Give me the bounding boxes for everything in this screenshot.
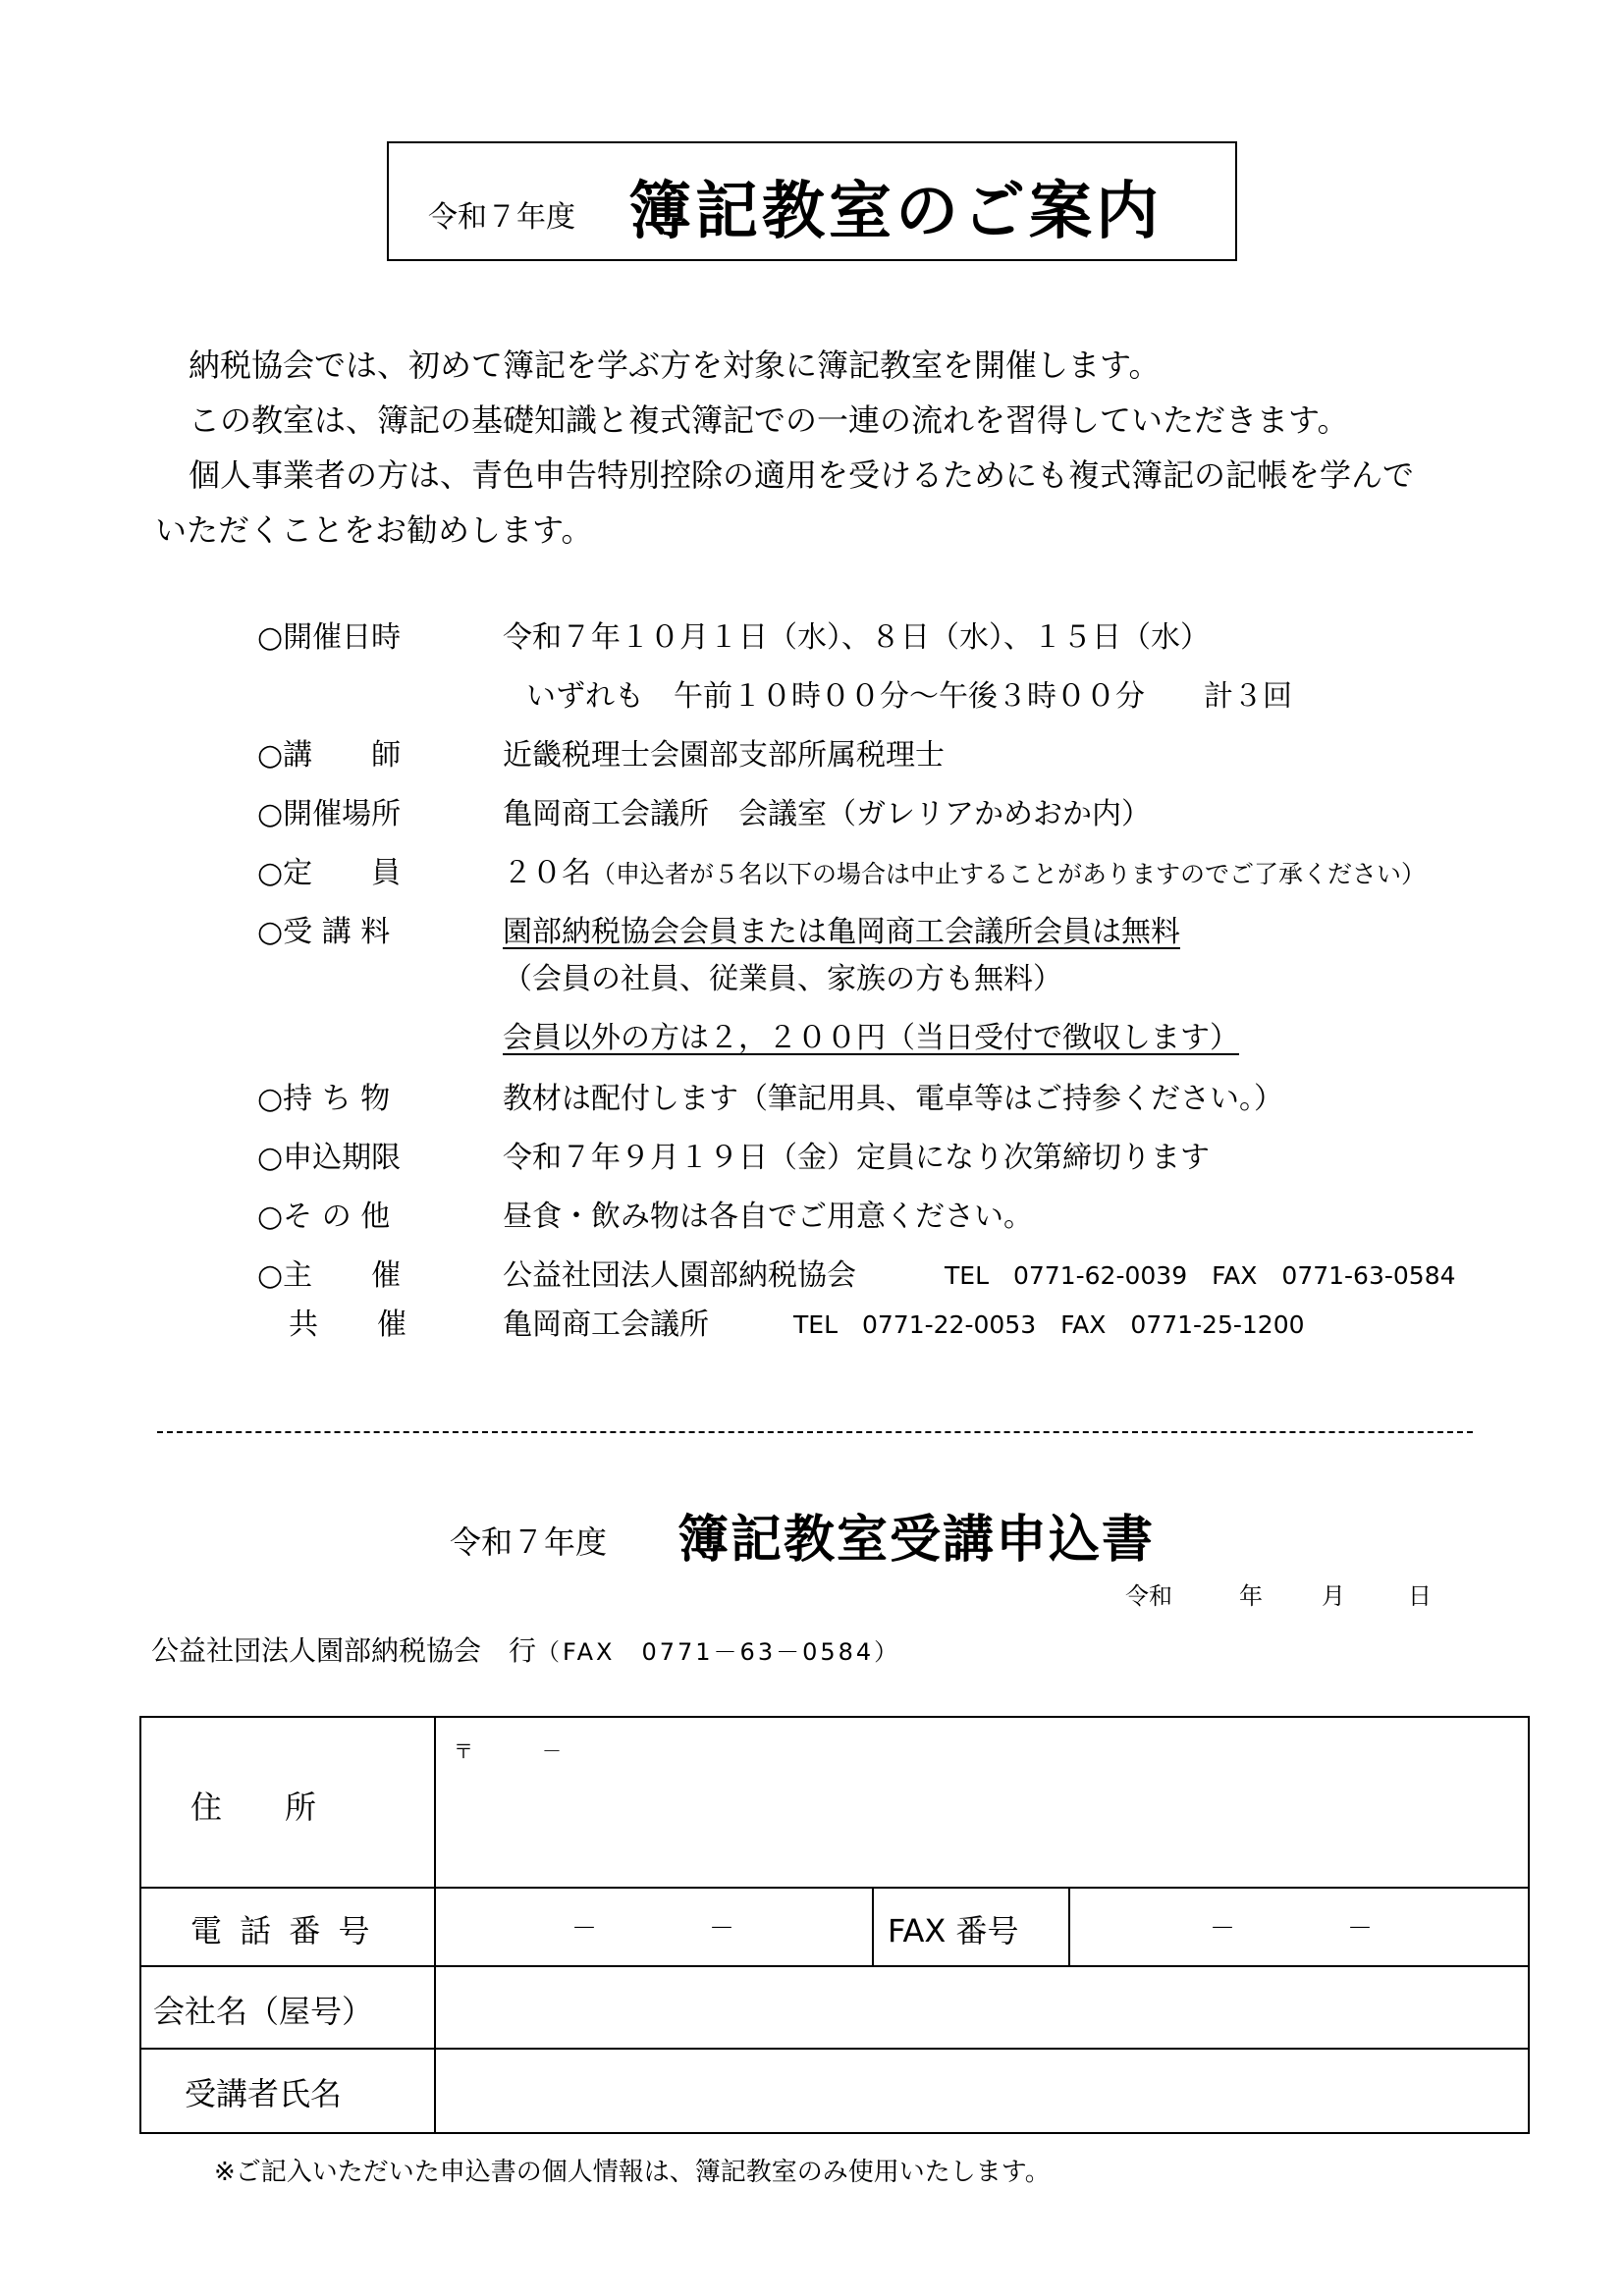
company-input[interactable]	[436, 1967, 1528, 2048]
venue-label: ○開催場所	[257, 797, 402, 831]
fax-dash-1: －	[1210, 1914, 1236, 1944]
organizer-label: ○主 催	[257, 1258, 402, 1293]
instructor-label: ○講 師	[257, 738, 402, 773]
items-value: 教材は配付します（筆記用具、電卓等はご持参ください。）	[503, 1082, 1283, 1116]
capacity-number: ２０名	[503, 856, 591, 890]
cut-line	[157, 1431, 1473, 1433]
capacity-value	[503, 848, 1426, 891]
date-era: 令和	[1125, 1582, 1172, 1610]
phone-dash-1: －	[571, 1914, 598, 1944]
address-label: 住 所	[190, 1789, 317, 1826]
name-label: 受講者氏名	[185, 2075, 343, 2112]
recipient-name: 公益社団法人園部納税協会 行	[151, 1634, 537, 1667]
other-label: ○そ の 他	[257, 1200, 391, 1234]
fee-members: 園部納税協会会員または亀岡商工会議所会員は無料	[503, 915, 1180, 949]
cosponsor-label: 共 催	[289, 1308, 406, 1342]
postal-mark: 〒	[454, 1739, 473, 1763]
phone-input[interactable]	[436, 1889, 872, 1965]
organizer-name: 公益社団法人園部納税協会	[503, 1258, 856, 1293]
deadline-value: 令和７年９月１９日（金）定員になり次第締切ります	[503, 1141, 1210, 1175]
form-title-prefix: 令和７年度	[450, 1523, 608, 1561]
postal-dash: －	[542, 1739, 562, 1763]
name-input[interactable]	[436, 2050, 1528, 2132]
intro-line-2: この教室は、簿記の基礎知識と複式簿記での一連の流れを習得していただきます。	[189, 401, 1349, 439]
other-value: 昼食・飲み物は各自でご用意ください。	[503, 1200, 1033, 1234]
phone-label: 電 話 番 号	[190, 1912, 374, 1949]
date-day: 日	[1408, 1582, 1432, 1610]
form-title: 簿記教室受講申込書	[677, 1511, 1156, 1570]
organizer-contact: TEL 0771-62-0039 FAX 0771-63-0584	[945, 1261, 1456, 1290]
intro-line-1: 納税協会では、初めて簿記を学ぶ方を対象に簿記教室を開催します。	[189, 347, 1161, 384]
cosponsor-contact: TEL 0771-22-0053 FAX 0771-25-1200	[793, 1310, 1305, 1339]
page-title: 簿記教室のご案内	[628, 176, 1163, 248]
capacity-label: ○定 員	[257, 856, 402, 890]
venue-value: 亀岡商工会議所 会議室（ガレリアかめおか内）	[503, 797, 1151, 831]
cosponsor-name: 亀岡商工会議所	[503, 1308, 709, 1342]
items-label: ○持 ち 物	[257, 1082, 391, 1116]
time-value: いずれも 午前１０時００分～午後３時００分 計３回	[526, 679, 1292, 714]
address-input[interactable]	[436, 1718, 1528, 1887]
column-divider	[872, 1887, 874, 1965]
date-value: 令和７年１０月１日（水）、８日（水）、１５日（水）	[503, 620, 1210, 655]
fee-nonmembers: 会員以外の方は２，２００円（当日受付で徴収します）	[503, 1021, 1239, 1055]
instructor-value: 近畿税理士会園部支部所属税理士	[503, 738, 945, 773]
fee-label: ○受 講 料	[257, 915, 391, 949]
date-label: ○開催日時	[257, 620, 402, 655]
title-prefix: 令和７年度	[428, 200, 575, 235]
deadline-label: ○申込期限	[257, 1141, 402, 1175]
fax-label: FAX 番号	[888, 1912, 1019, 1949]
date-year: 年	[1239, 1582, 1263, 1610]
date-month: 月	[1322, 1582, 1345, 1610]
privacy-notice: ※ご記入いただいた申込書の個人情報は、簿記教室のみ使用いたします。	[214, 2158, 1051, 2187]
intro-line-4: いただくことをお勧めします。	[155, 511, 593, 549]
intro-line-3: 個人事業者の方は、青色申告特別控除の適用を受けるためにも複式簿記の記帳を学んで	[189, 456, 1415, 494]
fax-input[interactable]	[1070, 1889, 1528, 1965]
capacity-note: （申込者が５名以下の場合は中止することがありますのでご了承ください）	[591, 860, 1427, 888]
company-label: 会社名（屋号）	[153, 1993, 374, 2030]
phone-dash-2: －	[709, 1914, 735, 1944]
fee-members-note: （会員の社員、従業員、家族の方も無料）	[503, 962, 1062, 996]
fax-dash-2: －	[1347, 1914, 1374, 1944]
recipient-fax: （FAX 0771－63－0584）	[536, 1638, 901, 1666]
application-table	[139, 1716, 1530, 2134]
recipient	[151, 1629, 900, 1669]
